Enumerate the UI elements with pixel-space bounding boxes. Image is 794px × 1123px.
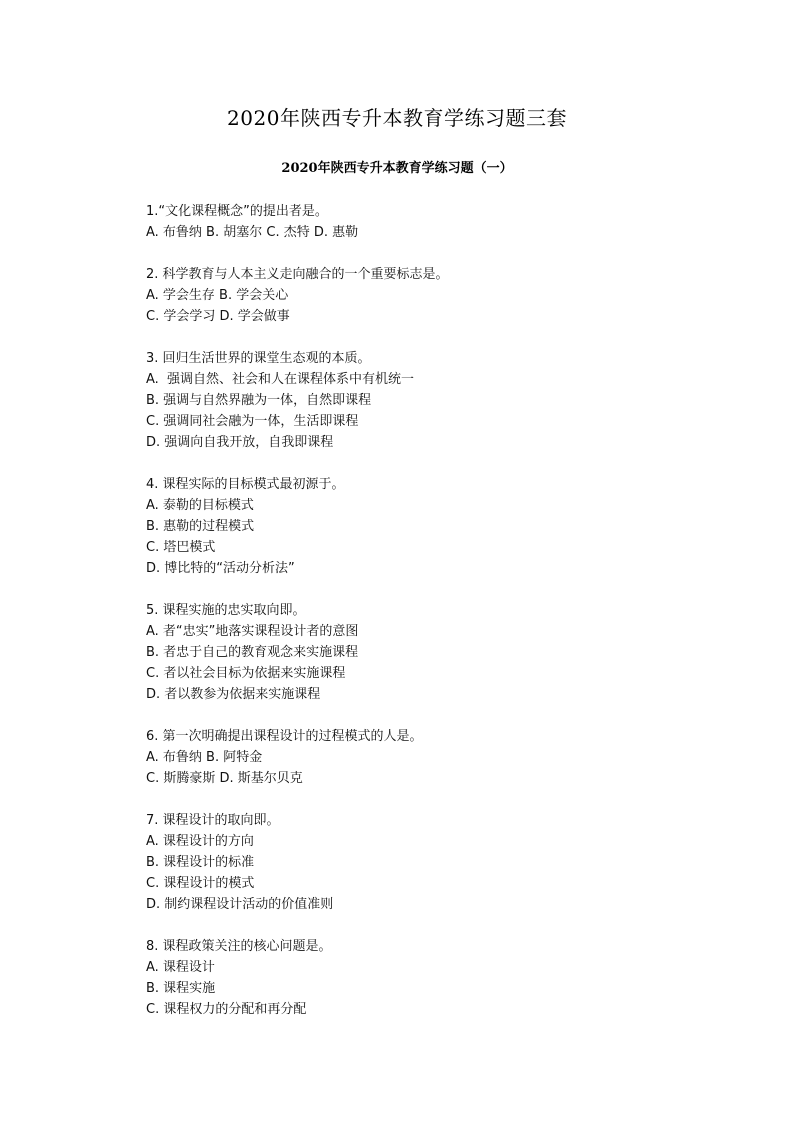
answer-options: D. 制约课程设计活动的价值准则 <box>146 897 334 912</box>
answer-options: C. 课程设计的模式 <box>146 876 255 891</box>
answer-options: A. 课程设计的方向 <box>146 834 254 849</box>
question-block <box>146 810 746 915</box>
question-stem: 8. 课程政策关注的核心问题是。 <box>146 939 332 954</box>
question-stem: 1.“文化课程概念”的提出者是。 <box>146 204 328 219</box>
question-block <box>146 201 746 243</box>
question-stem: 5. 课程实施的忠实取向即。 <box>146 603 306 618</box>
question-block <box>146 264 746 327</box>
answer-options: B. 强调与自然界融为一体，自然即课程 <box>146 393 372 408</box>
answer-options: A. 学会生存 B. 学会关心 <box>146 288 289 303</box>
answer-options: C. 强调同社会融为一体，生活即课程 <box>146 414 359 429</box>
answer-options: C. 课程权力的分配和再分配 <box>146 1002 307 1017</box>
answer-options: B. 惠勒的过程模式 <box>146 519 255 534</box>
answer-options: C. 学会学习 D. 学会做事 <box>146 309 290 324</box>
answer-options: B. 课程实施 <box>146 981 216 996</box>
question-block <box>146 600 746 705</box>
answer-options: C. 者以社会目标为依据来实施课程 <box>146 666 346 681</box>
page-title: 2020年陕西专升本教育学练习题三套 <box>227 106 567 130</box>
answer-options: C. 斯腾豪斯 D. 斯基尔贝克 <box>146 771 303 786</box>
question-stem: 6. 第一次明确提出课程设计的过程模式的人是。 <box>146 729 423 744</box>
answer-options: A. 布鲁纳 B. 阿特金 <box>146 750 263 765</box>
question-list <box>146 201 746 1041</box>
answer-options: D. 者以教参为依据来实施课程 <box>146 687 321 702</box>
answer-options: A. 泰勒的目标模式 <box>146 498 254 513</box>
question-stem: 3. 回归生活世界的课堂生态观的本质。 <box>146 351 371 366</box>
answer-options: A. 强调自然、社会和人在课程体系中有机统一 <box>146 372 415 387</box>
answer-options: C. 塔巴模式 <box>146 540 216 555</box>
answer-options: D. 强调向自我开放，自我即课程 <box>146 435 334 450</box>
question-block <box>146 348 746 453</box>
question-stem: 4. 课程实际的目标模式最初源于。 <box>146 477 345 492</box>
answer-options: B. 课程设计的标准 <box>146 855 255 870</box>
question-block <box>146 726 746 789</box>
answer-options: A. 布鲁纳 B. 胡塞尔 C. 杰特 D. 惠勒 <box>146 225 359 240</box>
answer-options: A. 者“忠实”地落实课程设计者的意图 <box>146 624 359 639</box>
answer-options: D. 博比特的“活动分析法” <box>146 561 295 576</box>
section-subtitle: 2020年陕西专升本教育学练习题（一） <box>281 161 513 176</box>
answer-options: A. 课程设计 <box>146 960 215 975</box>
question-stem: 7. 课程设计的取向即。 <box>146 813 280 828</box>
question-stem: 2. 科学教育与人本主义走向融合的一个重要标志是。 <box>146 267 449 282</box>
question-block <box>146 474 746 579</box>
question-block <box>146 936 746 1020</box>
answer-options: B. 者忠于自己的教育观念来实施课程 <box>146 645 359 660</box>
